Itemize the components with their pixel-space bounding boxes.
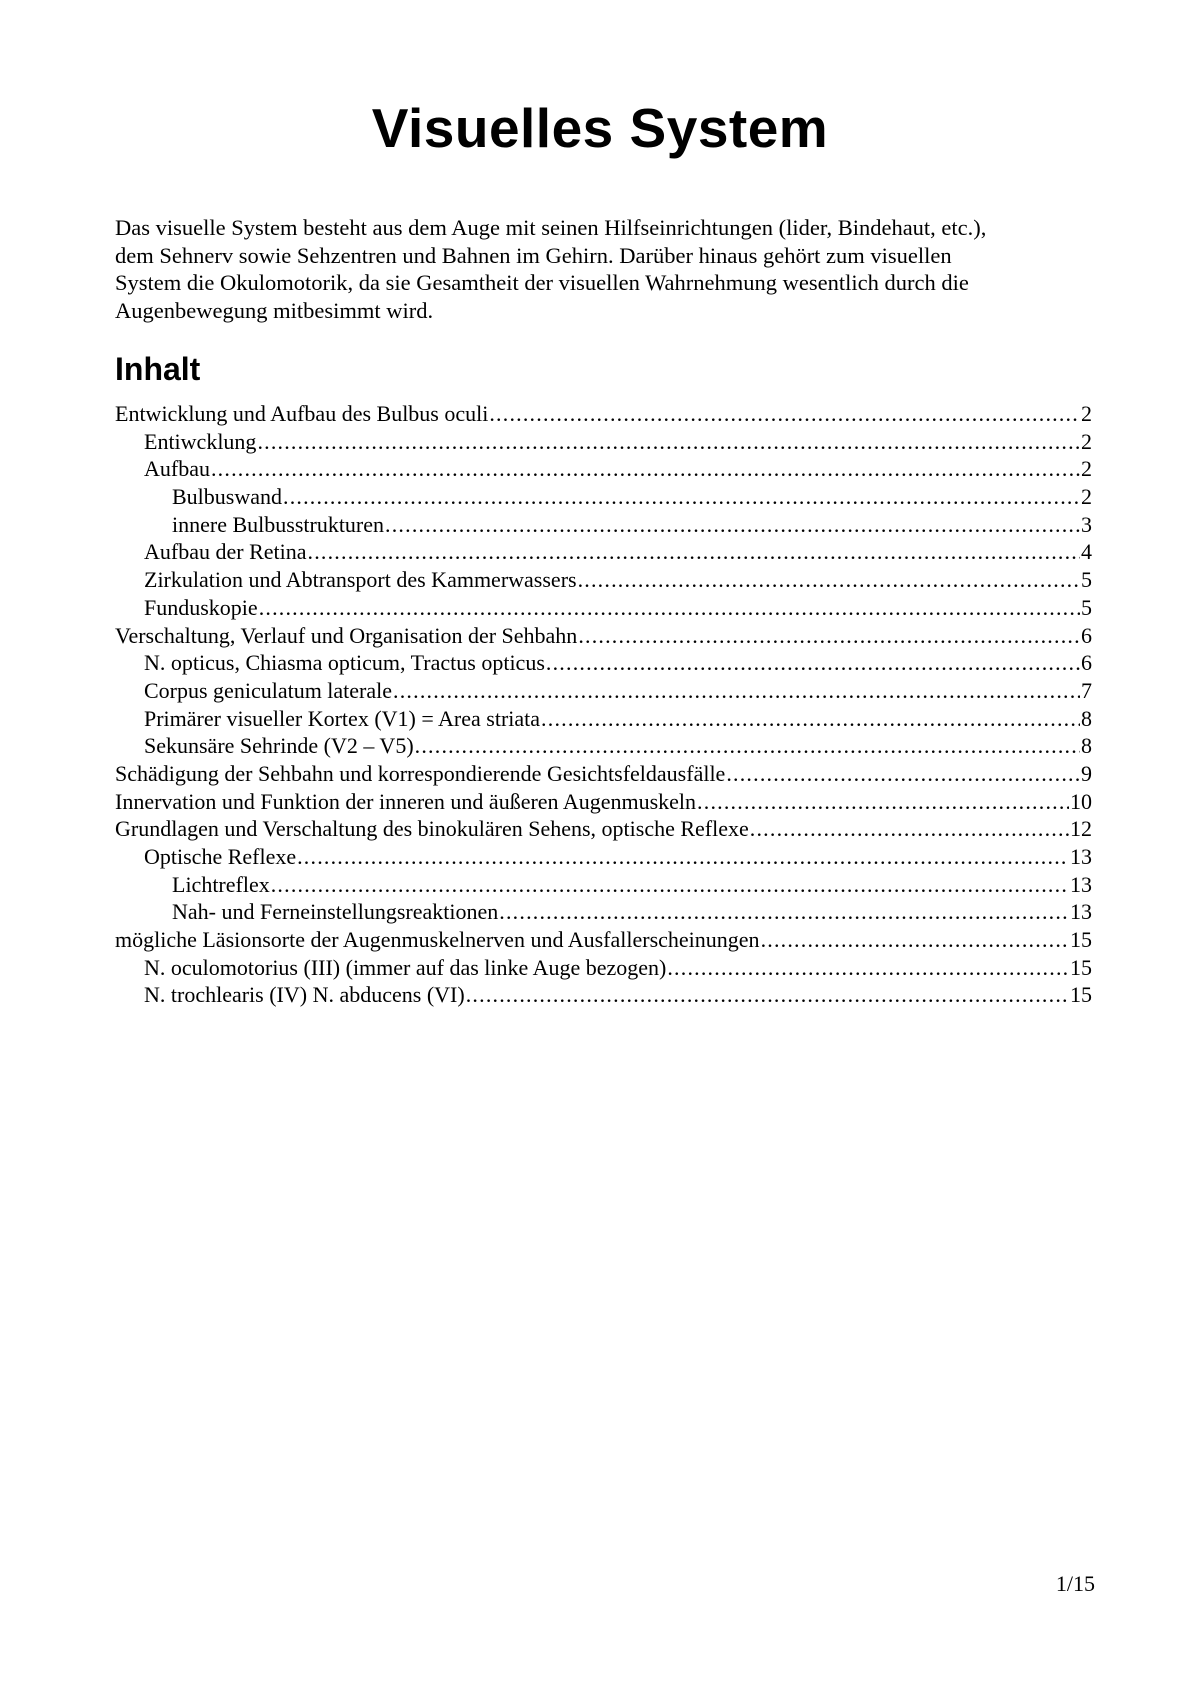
toc-dot-leader: [259, 594, 1080, 622]
toc-entry[interactable]: [115, 594, 1092, 622]
toc-entry-page: 4: [1081, 539, 1092, 565]
toc-entry[interactable]: [115, 981, 1092, 1009]
toc-dot-leader: [578, 622, 1080, 650]
toc-entry[interactable]: [115, 677, 1092, 705]
toc-entry-page: 3: [1081, 511, 1092, 537]
toc-dot-leader: [578, 566, 1080, 594]
toc-entry[interactable]: [115, 788, 1092, 816]
toc-entry[interactable]: [115, 954, 1092, 982]
toc-entry-title: N. oculomotorius (III) (immer auf das linke Auge bezogen): [144, 954, 667, 980]
toc-entry-title: Schädigung der Sehbahn und korrespondierende Gesichtsfeldausfälle: [115, 760, 726, 786]
intro-paragraph: [115, 214, 1095, 324]
toc-entry-title: Optische Reflexe: [144, 844, 297, 869]
toc-entry-page: 10: [1070, 788, 1092, 814]
toc-entry-page: 8: [1081, 705, 1092, 731]
toc-entry[interactable]: [115, 622, 1092, 650]
toc-entry-page: 2: [1081, 428, 1092, 454]
toc-entry[interactable]: [115, 566, 1092, 594]
toc-entry[interactable]: [115, 705, 1092, 733]
toc-heading: Inhalt: [115, 351, 201, 387]
toc-entry[interactable]: [115, 843, 1092, 871]
toc-entry-page: 13: [1070, 844, 1092, 869]
toc-entry-title: Nah- und Ferneinstellungsreaktionen: [172, 899, 499, 925]
toc-entry-page: 15: [1070, 954, 1092, 980]
toc-entry-title: Grundlagen und Verschaltung des binokulären Sehens, optische Reflexe: [115, 816, 749, 842]
toc-entry-page: 2: [1081, 401, 1092, 426]
toc-entry[interactable]: [115, 732, 1092, 760]
toc-entry-page: 13: [1070, 899, 1092, 925]
toc-dot-leader: [546, 649, 1080, 677]
toc-entry-title: Zirkulation und Abtransport des Kammerwassers: [144, 567, 577, 593]
toc-entry[interactable]: [115, 483, 1092, 511]
toc-dot-leader: [211, 455, 1080, 483]
toc-entry-title: Innervation und Funktion der inneren und äußeren Augenmuskeln: [115, 788, 697, 814]
toc-entry-page: 15: [1070, 927, 1092, 953]
toc-entry[interactable]: [115, 815, 1092, 843]
toc-entry[interactable]: [115, 455, 1092, 483]
toc-entry-title: Primärer visueller Kortex (V1) = Area striata: [144, 705, 541, 731]
toc-entry-title: Aufbau der Retina: [144, 539, 307, 565]
toc-entry-page: 12: [1070, 816, 1092, 842]
toc-entry[interactable]: [115, 428, 1092, 456]
toc-dot-leader: [489, 400, 1080, 428]
toc-entry-title: Sekunsäre Sehrinde (V2 – V5): [144, 733, 414, 759]
toc-dot-leader: [667, 954, 1069, 982]
toc-dot-leader: [257, 428, 1080, 456]
toc-entry-title: Entwicklung und Aufbau des Bulbus oculi: [115, 401, 489, 426]
toc-dot-leader: [385, 511, 1080, 539]
toc-entry-title: innere Bulbusstrukturen: [172, 511, 385, 537]
intro-line: Augenbewegung mitbesimmt wird.: [115, 297, 434, 323]
toc-entry-title: mögliche Läsionsorte der Augenmuskelnerven und Ausfallerscheinungen: [115, 927, 760, 953]
toc-dot-leader: [393, 677, 1080, 705]
toc-dot-leader: [541, 705, 1080, 733]
toc-entry-page: 13: [1070, 871, 1092, 897]
toc-entry-title: Corpus geniculatum laterale: [144, 677, 393, 703]
toc-entry[interactable]: [115, 926, 1092, 954]
page-title: Visuelles System: [371, 97, 829, 159]
toc-entry-title: Bulbuswand: [172, 484, 282, 510]
toc-entry-title: Verschaltung, Verlauf und Organisation der Sehbahn: [115, 622, 578, 648]
toc-entry-title: N. opticus, Chiasma opticum, Tractus opticus: [144, 650, 545, 676]
toc-dot-leader: [726, 760, 1080, 788]
toc-entry[interactable]: [115, 511, 1092, 539]
toc-dot-leader: [308, 538, 1081, 566]
toc-dot-leader: [750, 815, 1069, 843]
toc-entry-page: 6: [1081, 650, 1092, 676]
toc-dot-leader: [761, 926, 1069, 954]
table-of-contents: [115, 400, 1092, 1009]
intro-line: System die Okulomotorik, da sie Gesamtheit der visuellen Wahrnehmung wesentlich durch die: [115, 270, 969, 295]
toc-entry[interactable]: [115, 400, 1092, 428]
toc-dot-leader: [499, 898, 1069, 926]
toc-entry-page: 5: [1081, 567, 1092, 593]
toc-entry-title: Lichtreflex: [172, 871, 270, 897]
toc-entry-page: 7: [1081, 677, 1092, 703]
toc-entry-page: 6: [1081, 622, 1092, 648]
toc-entry-page: 8: [1081, 733, 1092, 759]
toc-entry[interactable]: [115, 760, 1092, 788]
toc-entry-title: Funduskopie: [144, 594, 258, 620]
toc-entry-page: 2: [1081, 456, 1092, 482]
intro-line: dem Sehnerv sowie Sehzentren und Bahnen im Gehirn. Darüber hinaus gehört zum visuellen: [115, 242, 952, 268]
toc-dot-leader: [415, 732, 1080, 760]
toc-entry-title: Entiwcklung: [144, 428, 257, 454]
toc-entry-page: 5: [1081, 594, 1092, 620]
toc-dot-leader: [297, 843, 1069, 871]
toc-entry-title: Aufbau: [144, 456, 210, 482]
toc-dot-leader: [697, 788, 1069, 816]
toc-entry[interactable]: [115, 898, 1092, 926]
toc-entry-page: 2: [1081, 484, 1092, 510]
toc-dot-leader: [283, 483, 1080, 511]
toc-entry[interactable]: [115, 649, 1092, 677]
toc-dot-leader: [466, 981, 1069, 1009]
toc-entry[interactable]: [115, 538, 1092, 566]
toc-entry[interactable]: [115, 871, 1092, 899]
toc-entry-page: 9: [1081, 760, 1092, 786]
toc-entry-page: 15: [1070, 982, 1092, 1008]
toc-dot-leader: [271, 871, 1069, 899]
page-indicator: 1/15: [1055, 1571, 1095, 1596]
intro-line: Das visuelle System besteht aus dem Auge mit seinen Hilfseinrichtungen (lider, Bindehaut, etc.),: [115, 215, 987, 240]
toc-entry-title: N. trochlearis (IV) N. abducens (VI): [144, 982, 465, 1008]
